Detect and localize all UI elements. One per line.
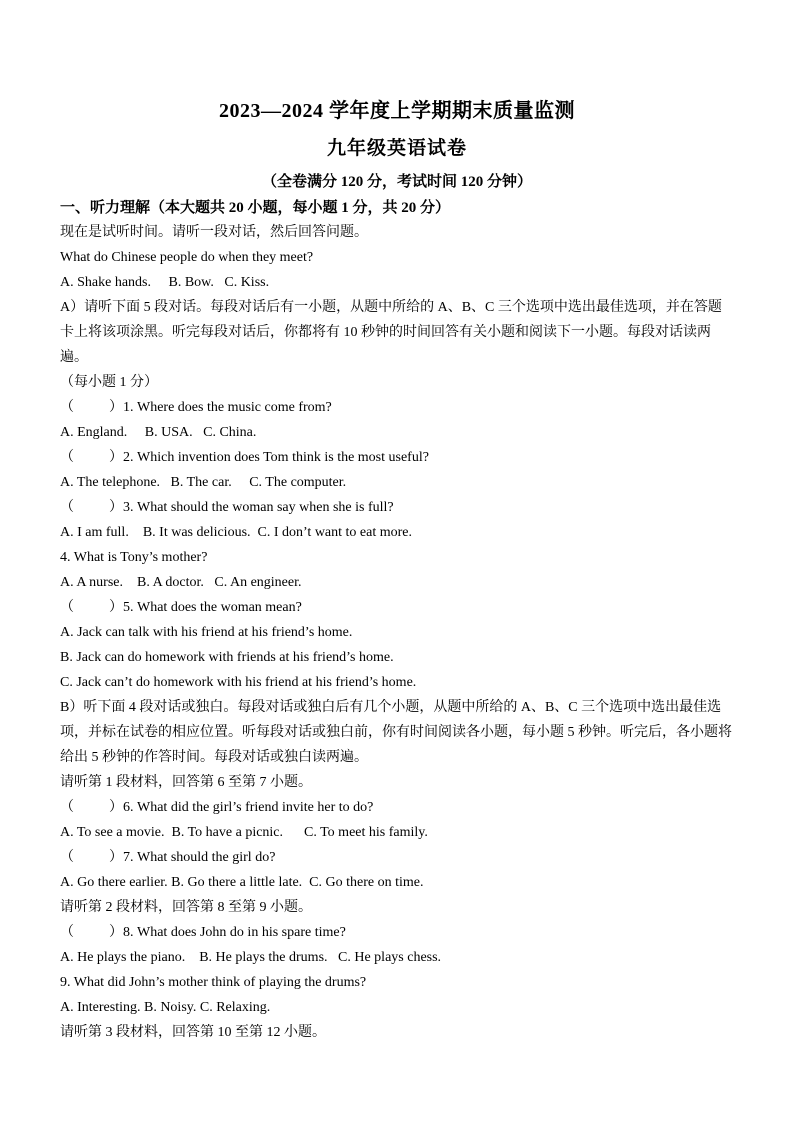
question-5-option-b: B. Jack can do homework with friends at his friend’s home.: [60, 650, 394, 665]
question-2: （ ）2. Which invention does Tom think is the most useful?: [60, 450, 429, 465]
material-2-prompt: 请听第 2 段材料，回答第 8 至第 9 小题。: [60, 900, 312, 915]
question-2-options: A. The telephone. B. The car. C. The computer.: [60, 475, 347, 490]
material-3-prompt: 请听第 3 段材料，回答第 10 至第 12 小题。: [60, 1025, 326, 1040]
paper-subtitle: 九年级英语试卷: [326, 138, 467, 159]
section-1-heading: 一、听力理解（本大题共 20 小题，每小题 1 分，共 20 分）: [60, 200, 451, 216]
question-7: （ ）7. What should the girl do?: [60, 850, 276, 865]
per-item-score-note: （每小题 1 分）: [60, 375, 158, 390]
paper-title: 2023—2024 学年度上学期期末质量监测: [219, 100, 575, 122]
question-6-options: A. To see a movie. B. To have a picnic. C. To meet his family.: [60, 825, 428, 840]
part-a-instructions-line-2: 卡上将该项涂黑。听完每段对话后，你都将有 10 秒钟的时间回答有关小题和阅读下一小题。每段对话读两遍。: [60, 325, 711, 365]
question-5-option-a: A. Jack can talk with his friend at his friend’s home.: [60, 625, 353, 640]
sample-question-options: A. Shake hands. B. Bow. C. Kiss.: [60, 275, 270, 290]
question-1: （ ）1. Where does the music come from?: [60, 400, 332, 415]
paper-body: [0, 196, 794, 1045]
question-7-options: A. Go there earlier. B. Go there a little late. C. Go there on time.: [60, 875, 424, 890]
question-3: （ ）3. What should the woman say when she is full?: [60, 500, 394, 515]
paper-score-info: （全卷满分 120 分，考试时间 120 分钟）: [261, 174, 532, 190]
question-3-options: A. I am full. B. It was delicious. C. I don’t want to eat more.: [60, 525, 413, 540]
question-5-option-c: C. Jack can’t do homework with his friend at his friend’s home.: [60, 675, 417, 690]
part-b-instructions-line-2: 项，并标在试卷的相应位置。听每段对话或独白前，你有时间阅读各小题，每小题 5 秒钟。听完后，各小题将: [60, 725, 732, 740]
question-4: 4. What is Tony’s mother?: [60, 550, 208, 565]
audition-intro-line: 现在是试听时间。请听一段对话，然后回答问题。: [60, 225, 368, 240]
material-1-prompt: 请听第 1 段材料，回答第 6 至第 7 小题。: [60, 775, 312, 790]
question-8-options: A. He plays the piano. B. He plays the drums. C. He plays chess.: [60, 950, 442, 965]
part-b-instructions-line-3: 给出 5 秒钟的作答时间。每段对话或独白读两遍。: [60, 750, 368, 765]
question-1-options: A. England. B. USA. C. China.: [60, 425, 257, 440]
question-8: （ ）8. What does John do in his spare time?: [60, 925, 346, 940]
question-6: （ ）6. What did the girl’s friend invite her to do?: [60, 800, 374, 815]
part-b-instructions-line-1: B）听下面 4 段对话或独白。每段对话或独白后有几个小题，从题中所给的 A、B、C 三个选项中选出最佳选: [60, 700, 722, 715]
paper-header: [0, 0, 794, 194]
sample-question: What do Chinese people do when they meet?: [60, 250, 314, 265]
question-4-options: A. A nurse. B. A doctor. C. An engineer.: [60, 575, 302, 590]
question-9: 9. What did John’s mother think of playing the drums?: [60, 975, 367, 990]
part-a-instructions-line-1: A）请听下面 5 段对话。每段对话后有一小题，从题中所给的 A、B、C 三个选项中选出最佳选项，并在答题: [60, 300, 722, 315]
question-5: （ ）5. What does the woman mean?: [60, 600, 302, 615]
question-9-options: A. Interesting. B. Noisy. C. Relaxing.: [60, 1000, 271, 1015]
